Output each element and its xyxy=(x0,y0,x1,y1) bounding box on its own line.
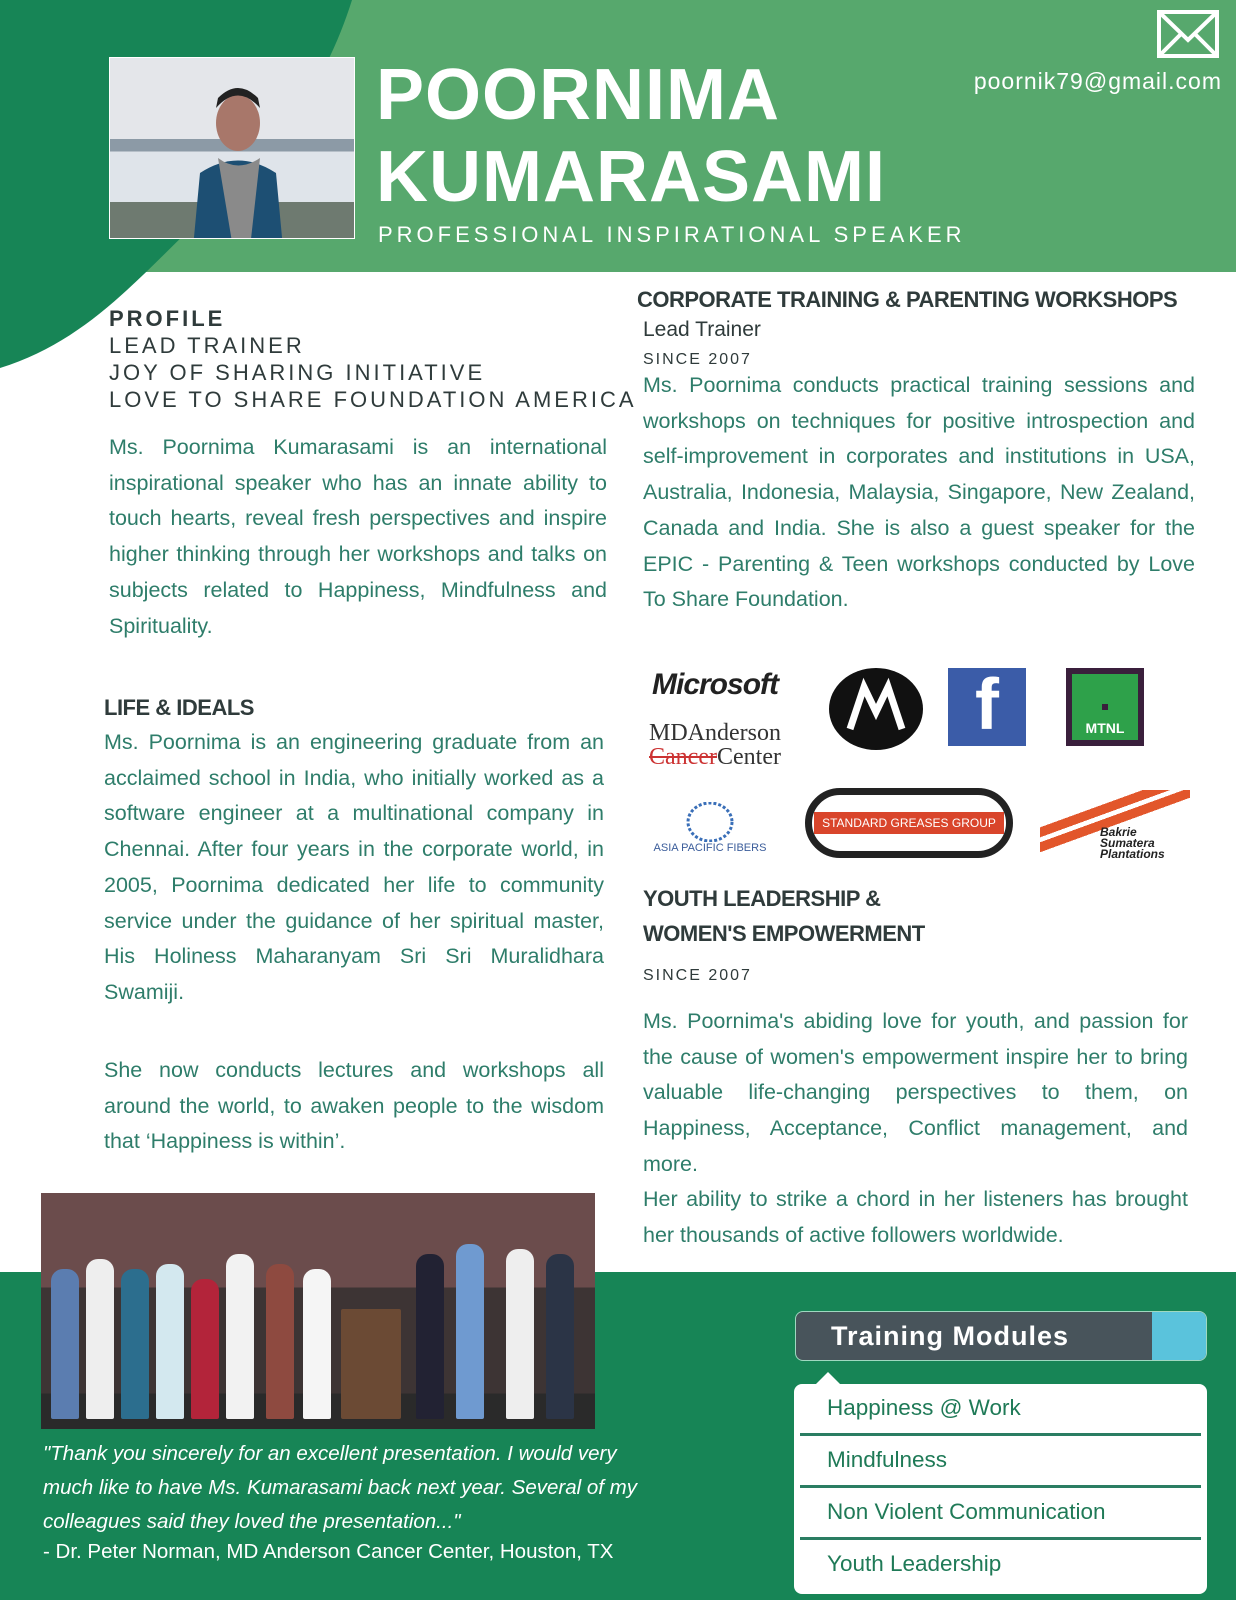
speaker-subtitle: PROFESSIONAL INSPIRATIONAL SPEAKER xyxy=(378,222,966,247)
youth-heading: YOUTH LEADERSHIP & xyxy=(643,886,881,911)
life-body-2: She now conducts lectures and workshops all around the world, to awaken people to the wisdom that ‘Happiness is within’. xyxy=(104,1058,604,1154)
corporate-since: SINCE 2007 xyxy=(643,351,752,368)
life-heading: LIFE & IDEALS xyxy=(104,695,254,720)
profile-role: JOY OF SHARING INITIATIVE xyxy=(109,360,486,385)
standard-greases-logo: STANDARD GREASES GROUP xyxy=(805,788,1013,858)
mtnl-logo: MTNL xyxy=(1066,668,1144,746)
module-item: Non Violent Communication xyxy=(800,1490,1201,1540)
profile-heading: PROFILE xyxy=(109,306,226,331)
module-item: Mindfulness xyxy=(800,1438,1201,1488)
testimonial-author: - Dr. Peter Norman, MD Anderson Cancer Center, Houston, TX xyxy=(43,1540,614,1563)
md-anderson-logo: MDAnderson CancerCenter xyxy=(649,720,781,770)
youth-body: Ms. Poornima's abiding love for youth, and passion for the cause of women's empowerment inspire her to bring valuable life-changing perspectives to them, on Happiness, Acceptance, Conflict management, and more. xyxy=(643,1009,1188,1176)
corporate-body: Ms. Poornima conducts practical training sessions and workshops on techniques for positive introspection and self-improvement in corporates and institutions in USA, Australia, Indonesia, Malaysia, Singapore, New Zealand, Canada and India. She is also a guest speaker for the EPIC - Parenting & Teen workshops conducted by Love To Share Foundation. xyxy=(643,373,1195,612)
group-photo xyxy=(41,1193,595,1429)
training-modules-header: Training Modules xyxy=(795,1311,1207,1361)
youth-body-2: Her ability to strike a chord in her listeners has brought her thousands of active followers worldwide. xyxy=(643,1187,1188,1247)
speaker-name: POORNIMA KUMARASAMI xyxy=(376,55,886,217)
mail-icon xyxy=(1157,10,1219,58)
testimonial-quote: "Thank you sincerely for an excellent presentation. I would very much like to have Ms. Kumarasami back next year. Several of my colleagues said they loved the presentation..." xyxy=(43,1442,637,1533)
email-link[interactable]: poornik79@gmail.com xyxy=(973,68,1222,94)
module-item: Youth Leadership xyxy=(827,1551,1002,1576)
profile-body: Ms. Poornima Kumarasami is an international inspirational speaker who has an innate ability to touch hearts, reveal fresh perspectives and inspire higher thinking through her workshops and talks on subjects related to Happiness, Mindfulness and Spirituality. xyxy=(109,435,607,638)
corporate-role: Lead Trainer xyxy=(643,318,761,341)
youth-heading-2: WOMEN'S EMPOWERMENT xyxy=(643,921,925,946)
life-body: Ms. Poornima is an engineering graduate from an acclaimed school in India, who initially worked as a software engineer at a multinational company in Chennai. After four years in the corporate world, in 2005, Poornima dedicated her life to community service under the guidance of her spiritual master, His Holiness Maharanyam Sri Sri Muralidhara Swamiji. xyxy=(104,730,604,1004)
asia-pacific-fibers-logo: ASIA PACIFIC FIBERS xyxy=(645,795,775,860)
profile-role: LOVE TO SHARE FOUNDATION AMERICA xyxy=(109,387,637,412)
motorola-logo xyxy=(828,667,924,751)
youth-since: SINCE 2007 xyxy=(643,967,752,984)
profile-photo xyxy=(109,57,355,239)
facebook-logo: f xyxy=(948,668,1026,746)
microsoft-logo: Microsoft xyxy=(652,668,778,701)
module-item: Happiness @ Work xyxy=(800,1386,1201,1436)
corporate-heading: CORPORATE TRAINING & PARENTING WORKSHOPS xyxy=(637,287,1178,312)
bakrie-logo: Bakrie Sumatera Plantations xyxy=(1040,790,1190,860)
profile-role: LEAD TRAINER xyxy=(109,333,305,358)
training-modules-list xyxy=(794,1384,1207,1594)
